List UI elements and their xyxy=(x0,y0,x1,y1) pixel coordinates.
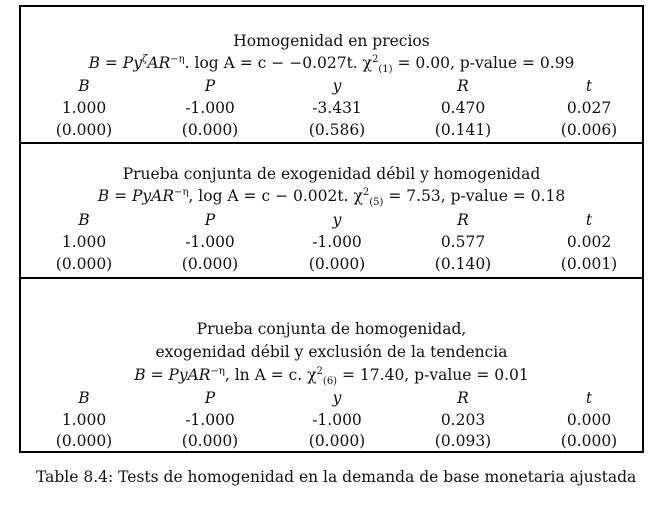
panel-2-title: Prueba conjunta de exogenidad débil y homogenidad xyxy=(122,165,541,183)
std-error-cell: (0.000) xyxy=(181,255,239,273)
value-cell: 0.000 xyxy=(566,411,612,429)
std-error-cell: (0.000) xyxy=(55,121,113,139)
column-header: y xyxy=(332,77,342,95)
panel-3-values-row xyxy=(21,411,642,433)
column-header: t xyxy=(585,211,593,229)
panel-1-values-row xyxy=(21,99,642,121)
results-table xyxy=(19,5,644,453)
panel-1-title: Homogenidad en precios xyxy=(233,32,430,50)
value-cell: 0.577 xyxy=(440,233,486,251)
std-error-cell: (0.001) xyxy=(560,255,618,273)
std-error-cell: (0.000) xyxy=(181,121,239,139)
column-header: R xyxy=(457,77,469,95)
value-cell: 0.470 xyxy=(440,99,486,117)
std-error-cell: (0.000) xyxy=(181,432,239,450)
panel-3-title-line-2: exogenidad débil y exclusión de la tendencia xyxy=(155,343,508,361)
std-error-cell: (0.093) xyxy=(434,432,492,450)
value-cell: -1.000 xyxy=(312,411,362,429)
column-header: t xyxy=(585,77,593,95)
column-header: R xyxy=(457,389,469,407)
panel-1-equation: $B = Py^\zeta AR^{-\eta}$. log A = c − −0.027t. $\chi^2_{(1)} = 0.00$, p-value = 0.99 xyxy=(88,53,575,76)
column-header: P xyxy=(204,211,216,229)
panel-1-header-row xyxy=(21,77,642,99)
value-cell: -1.000 xyxy=(185,411,235,429)
column-header: t xyxy=(585,389,593,407)
value-cell: -1.000 xyxy=(185,233,235,251)
std-error-cell: (0.000) xyxy=(55,432,113,450)
panel-1-errors-row xyxy=(21,121,642,143)
std-error-cell: (0.006) xyxy=(560,121,618,139)
column-header: B xyxy=(78,77,90,95)
panel-2-equation: B = PyAR$^{-\eta}$, log A = c − 0.002t. $\chi^2_{(5)} = 7.53$, p-value = 0.18 xyxy=(97,186,566,209)
std-error-cell: (0.140) xyxy=(434,255,492,273)
panel-2-errors-row xyxy=(21,255,642,277)
panel-3-errors-row xyxy=(21,432,642,454)
value-cell: 0.203 xyxy=(440,411,486,429)
column-header: y xyxy=(332,211,342,229)
column-header: B xyxy=(78,211,90,229)
value-cell: -3.431 xyxy=(312,99,362,117)
panel-3-equation: B = PyAR$^{-\eta}$, ln A = c. $\chi^2_{(6)} = 17.40$, p-value = 0.01 xyxy=(134,365,529,388)
std-error-cell: (0.000) xyxy=(308,432,366,450)
column-header: y xyxy=(332,389,342,407)
std-error-cell: (0.141) xyxy=(434,121,492,139)
panel-3-title-line-1: Prueba conjunta de homogenidad, xyxy=(196,320,467,338)
value-cell: -1.000 xyxy=(312,233,362,251)
panel-divider xyxy=(21,277,642,279)
panel-2-values-row xyxy=(21,233,642,255)
std-error-cell: (0.000) xyxy=(55,255,113,273)
table-caption: Table 8.4: Tests de homogenidad en la demanda de base monetaria ajustada xyxy=(36,468,637,486)
std-error-cell: (0.000) xyxy=(560,432,618,450)
panel-3-header-row xyxy=(21,389,642,411)
std-error-cell: (0.586) xyxy=(308,121,366,139)
column-header: P xyxy=(204,77,216,95)
column-header: B xyxy=(78,389,90,407)
column-header: P xyxy=(204,389,216,407)
value-cell: 0.027 xyxy=(566,99,612,117)
std-error-cell: (0.000) xyxy=(308,255,366,273)
value-cell: 1.000 xyxy=(61,99,107,117)
value-cell: 0.002 xyxy=(566,233,612,251)
panel-2-header-row xyxy=(21,211,642,233)
value-cell: -1.000 xyxy=(185,99,235,117)
value-cell: 1.000 xyxy=(61,233,107,251)
column-header: R xyxy=(457,211,469,229)
panel-divider xyxy=(21,142,642,144)
value-cell: 1.000 xyxy=(61,411,107,429)
